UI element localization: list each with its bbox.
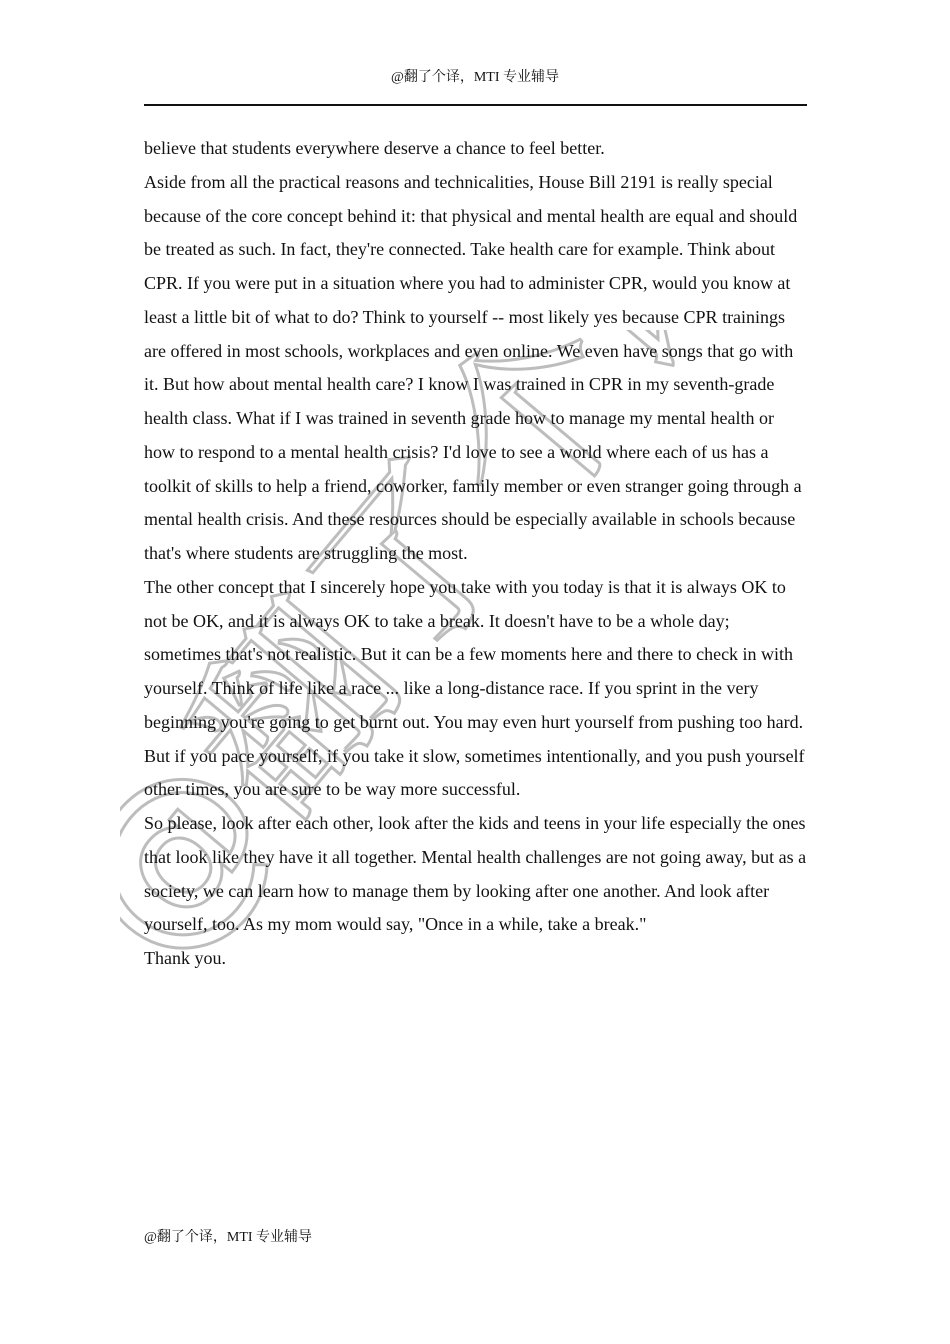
paragraph: So please, look after each other, look after the kids and teens in your life especially the ones that look like they have it all together. Mental health challenges are not going away, but as a society, we can learn how to manage them by looking after one another. And look after yourself, too. As my mom would say, "Once in a while, take a break." (144, 813, 807, 935)
document-body (144, 132, 807, 976)
page-footer: @翻了个译，MTI 专业辅导 (144, 1230, 313, 1245)
paragraph: The other concept that I sincerely hope you take with you today is that it is always OK to not be OK, and it is always OK to take a break. It doesn't have to be a whole day; sometimes that's not realistic. But it can be a few moments here and there to check in with yourself. Think of life like a race ... like a long-distance race. If you sprint in the very beginning you're going to get burnt out. You may even hurt yourself from pushing too hard. But if you pace yourself, if you take it slow, sometimes intentionally, and you push yourself other times, you are sure to be way more successful. (144, 576, 805, 800)
paragraph: believe that students everywhere deserve a chance to feel better. (144, 138, 605, 158)
paragraph: Thank you. (144, 948, 226, 968)
header-divider (144, 104, 807, 106)
watermark-text: @翻了个译 (120, 330, 806, 999)
paragraph: Aside from all the practical reasons and technicalities, House Bill 2191 is really special because of the core concept behind it: that physical and mental health are equal and should be treated as such. In fact, they're connected. Take health care for example. Think about CPR. If you were put in a situation where you had to administer CPR, would you know at least a little bit of what to do? Think to yourself -- most likely yes because CPR trainings are offered in most schools, workplaces and even online. We even have songs that go with it. But how about mental health care? I know I was trained in CPR in my seventh-grade health class. What if I was trained in seventh grade how to manage my mental health or how to respond to a mental health crisis? I'd love to see a world where each of us has a toolkit of skills to help a friend, coworker, family member or even stranger going through a mental health crisis. And these resources should be especially available in schools because that's where students are struggling the most. (144, 171, 802, 563)
page-header: @翻了个译，MTI 专业辅导 (390, 70, 560, 85)
